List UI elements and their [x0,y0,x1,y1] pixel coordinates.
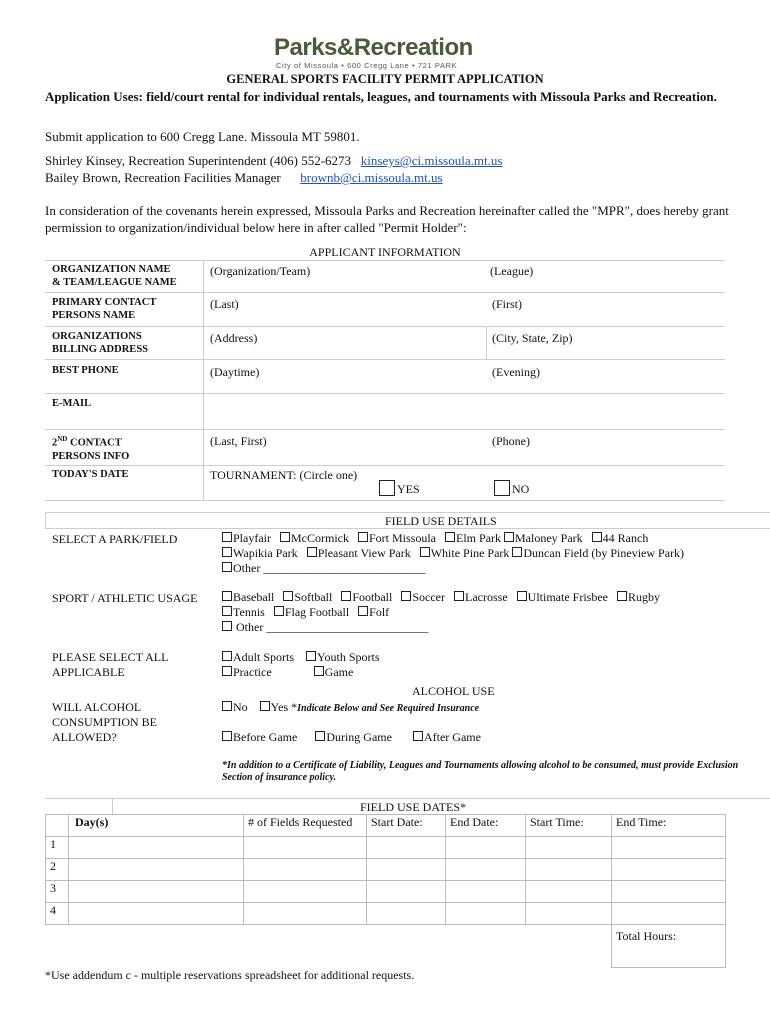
start-date-cell[interactable] [367,837,446,859]
address-field[interactable]: (Address) [210,331,258,345]
sport-usage-label: SPORT / ATHLETIC USAGE [52,591,198,605]
alcohol-question-label: WILL ALCOHOL CONSUMPTION BE ALLOWED? [52,700,158,744]
end-time-column-header: End Time: [612,815,726,837]
total-row [46,925,726,968]
park-option[interactable]: Pleasant View Park [307,546,411,560]
applicant-info-header: APPLICANT INFORMATION [309,245,461,259]
field-use-dates-header: FIELD USE DATES* [360,800,467,814]
alcohol-timing [222,730,481,745]
end-date-cell[interactable] [446,837,526,859]
evening-phone-field[interactable]: (Evening) [492,365,540,379]
contact-manager [45,169,745,186]
contact-first-field[interactable]: (First) [492,297,522,311]
start-date-cell[interactable] [367,881,446,903]
best-phone-label: BEST PHONE [52,365,119,376]
alcohol-use-header: ALCOHOL USE [412,684,495,698]
consideration-paragraph: In consideration of the covenants herein expressed, Missoula Parks and Recreation hereinafter called the "MPR", does hereby grant permission to organization/individual below here in after called "Permit Holder": [45,203,729,235]
sport-option[interactable]: Tennis [222,605,265,619]
sport-option[interactable]: Ultimate Frisbee [517,590,608,604]
start-time-cell[interactable] [526,859,612,881]
end-date-cell[interactable] [446,881,526,903]
billing-address-label: ORGANIZATIONS BILLING ADDRESS [52,331,148,355]
insurance-note: *In addition to a Certificate of Liability, Leagues and Tournaments allowing alcohol to be consumed, must provide Exclusion Section of insurance policy. [222,760,739,783]
end-date-column-header: End Date: [446,815,526,837]
daytime-phone-field[interactable]: (Daytime) [210,365,260,379]
document-title: GENERAL SPORTS FACILITY PERMIT APPLICATION [226,72,544,86]
fields-cell[interactable] [244,903,367,925]
park-option[interactable]: White Pine Park [420,546,510,560]
yes-checkbox[interactable] [379,480,395,496]
end-time-cell[interactable] [612,903,726,925]
park-option[interactable]: Fort Missoula [358,531,436,545]
logo-subtitle: City of Missoula • 600 Cregg Lane • 721 PARK [276,61,458,70]
park-option[interactable]: McCormick [280,531,349,545]
start-time-cell[interactable] [526,903,612,925]
end-date-cell[interactable] [446,859,526,881]
start-time-cell[interactable] [526,881,612,903]
no-checkbox[interactable] [494,480,510,496]
days-cell[interactable] [69,881,244,903]
org-team-field[interactable]: (Organization/Team) [210,264,311,278]
game-option[interactable]: Game [314,665,354,679]
tournament-label: TOURNAMENT: (Circle one) [210,468,358,482]
fields-requested-column-header: # of Fields Requested [244,815,367,837]
table-row [46,837,726,859]
city-state-zip-field[interactable]: (City, State, Zip) [492,331,573,345]
start-date-cell[interactable] [367,859,446,881]
footer-note: *Use addendum c - multiple reservations spreadsheet for additional requests. [45,968,415,982]
sport-option[interactable]: Baseball [222,590,274,604]
sport-option[interactable]: Softball [283,590,332,604]
youth-sports-option[interactable]: Youth Sports [306,650,379,664]
email-field[interactable] [205,394,723,428]
table-header-row [46,815,726,837]
second-contact-name-field[interactable]: (Last, First) [210,434,267,448]
sport-other-option[interactable]: Other ___________________________ [222,620,428,634]
tournament-no-option[interactable]: NO [494,480,529,497]
contact2-email-link[interactable]: brownb@ci.missoula.mt.us [300,170,443,185]
park-field-label: SELECT A PARK/FIELD [52,532,178,546]
park-option[interactable]: Wapikia Park [222,546,298,560]
alcohol-yes-option[interactable]: Yes * [260,700,297,714]
sport-option[interactable]: Lacrosse [454,590,508,604]
logo: Parks&Recreation [274,34,473,61]
alcohol-yes-no: No Yes *Indicate Below and See Required Insurance [222,700,479,716]
field-use-dates-table [45,814,726,968]
during-game-option[interactable]: During Game [315,730,392,744]
sport-option[interactable]: Football [341,590,392,604]
field-use-header: FIELD USE DETAILS [385,514,497,528]
applicable-options [222,650,380,680]
contact1-email-link[interactable]: kinseys@ci.missoula.mt.us [360,153,503,168]
fields-cell[interactable] [244,837,367,859]
email-label: E-MAIL [52,398,92,409]
fields-cell[interactable] [244,881,367,903]
after-game-option[interactable]: After Game [413,730,481,744]
applicable-label: PLEASE SELECT ALL APPLICABLE [52,650,169,679]
org-name-label: ORGANIZATION NAME & TEAM/LEAGUE NAME [52,264,177,288]
park-other-option[interactable]: Other ___________________________ [222,561,425,575]
park-option[interactable]: 44 Ranch [592,531,649,545]
days-cell[interactable] [69,837,244,859]
sport-options [222,590,660,635]
contact2-text: Bailey Brown, Recreation Facilities Manager [45,170,281,185]
contact-superintendent [45,152,745,169]
fields-cell[interactable] [244,859,367,881]
practice-option[interactable]: Practice [222,665,272,679]
second-contact-label: 2ND CONTACT PERSONS INFO [52,435,130,462]
park-option[interactable]: Playfair [222,531,271,545]
end-time-cell[interactable] [612,859,726,881]
days-cell[interactable] [69,903,244,925]
submit-instructions: Submit application to 600 Cregg Lane. Missoula MT 59801. [45,129,360,144]
alcohol-no-option[interactable]: No [222,700,248,714]
row-number: 2 [46,859,69,881]
tournament-yes-option[interactable]: YES [379,480,420,497]
sport-option[interactable]: Folf [358,605,389,619]
end-time-cell[interactable] [612,837,726,859]
adult-sports-option[interactable]: Adult Sports [222,650,294,664]
contact1-text: Shirley Kinsey, Recreation Superintendent (406) 552-6273 [45,153,352,168]
before-game-option[interactable]: Before Game [222,730,297,744]
table-row [46,881,726,903]
todays-date-label: TODAY'S DATE [52,469,129,480]
application-uses: Application Uses: field/court rental for individual rentals, leagues, and tournaments with Missoula Parks and Recreation. [45,89,717,104]
sport-option[interactable]: Soccer [401,590,445,604]
park-options [222,531,684,576]
row-number: 3 [46,881,69,903]
start-time-cell[interactable] [526,837,612,859]
second-contact-phone-field[interactable]: (Phone) [492,434,530,448]
total-hours-cell[interactable]: Total Hours: [612,925,726,968]
sport-option[interactable]: Flag Football [274,605,349,619]
league-field[interactable]: (League) [490,264,534,278]
row-number: 4 [46,903,69,925]
table-row [46,903,726,925]
row-number: 1 [46,837,69,859]
table-row [46,859,726,881]
park-option[interactable]: Elm Park [445,531,501,545]
contact-last-field[interactable]: (Last) [210,297,239,311]
primary-contact-label: PRIMARY CONTACT PERSONS NAME [52,297,157,321]
start-date-column-header: Start Date: [367,815,446,837]
park-option[interactable]: Duncan Field (by Pineview Park) [512,546,684,560]
start-time-column-header: Start Time: [526,815,612,837]
days-cell[interactable] [69,859,244,881]
start-date-cell[interactable] [367,903,446,925]
end-time-cell[interactable] [612,881,726,903]
sport-option[interactable]: Rugby [617,590,660,604]
end-date-cell[interactable] [446,903,526,925]
days-column-header: Day(s) [75,815,109,829]
park-option[interactable]: Maloney Park [504,531,583,545]
